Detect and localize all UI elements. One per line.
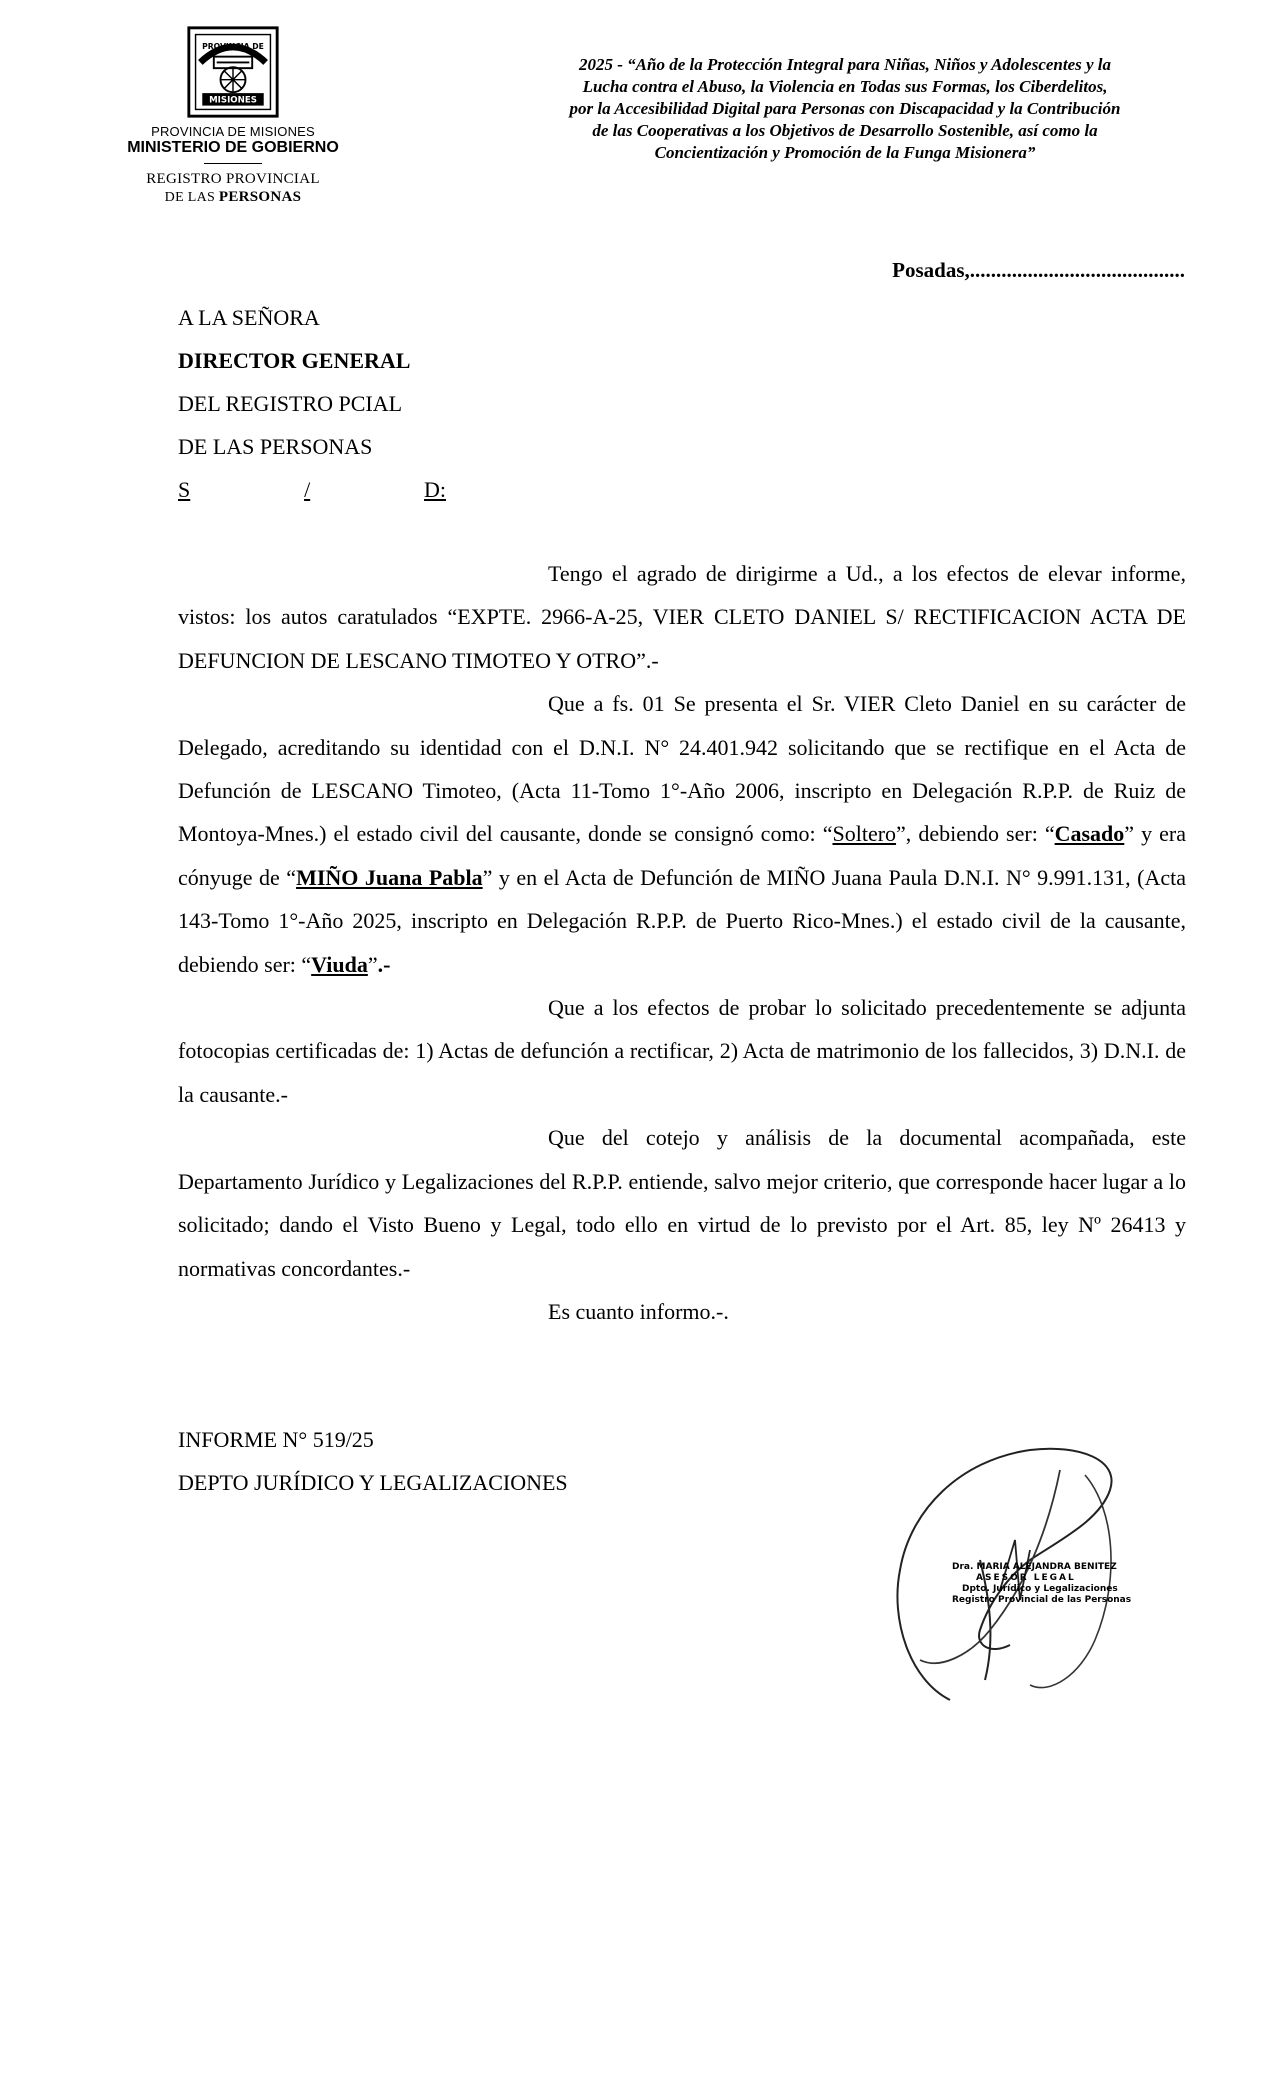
org-divider [204, 163, 262, 164]
org-registry-line2 [108, 188, 358, 207]
report-body [178, 552, 1186, 1333]
org-ministry: MINISTERIO DE GOBIERNO [127, 139, 339, 156]
org-registry-line2b: PERSONAS [218, 189, 302, 205]
year-slogan [485, 54, 1205, 164]
body-paragraph-3: Que a los efectos de probar lo solicitado precedentemente se adjunta fotocopias certificadas de: 1) Actas de defunción a rectificar, 2) Acta de matrimonio de los fallecidos, 3) D.N.I. de la causante.- [178, 995, 1186, 1107]
body-paragraph-1: Tengo el agrado de dirigirme a Ud., a los efectos de elevar informe, vistos: los autos caratulados “EXPTE. 2966-A-25, VIER CLETO DANIEL S/ RECTIFICACION ACTA DE DEFUNCION DE LESCANO TIMOTEO Y OTRO”.- [178, 561, 1186, 673]
su-despacho-line [178, 468, 446, 511]
slogan-line: Concientización y Promoción de la Funga Misionera” [654, 143, 1036, 162]
slogan-line: de las Cooperativas a los Objetivos de Desarrollo Sostenible, así como la [592, 121, 1098, 140]
p2-text-a: Que a fs. 01 Se presenta el Sr. VIER Cleto Daniel en su carácter de Delegado, acreditando su identidad con el D.N.I. N° 24.401.942 solicitando que se rectifique en el Acta de Defunción de LESCANO Timoteo, (Acta 11-Tomo 1°-Año 2006, inscripto en Delegación R.P.P. de Ruiz de Montoya-Mnes.) el estado civil del causante, donde se consignó como: “ [178, 691, 1186, 847]
place-date: Posadas,......................................... [892, 258, 1185, 282]
sd-d: D: [424, 477, 446, 502]
signature-block [880, 1430, 1140, 1720]
p2-text-d: ” y en el Acta de Defunción de MIÑO Juana Paula D.N.I. N° 9.991.131, (Acta 143-Tomo 1°-Año 2025, inscripto en Delegación R.P.P. de Puerto Rico-Mnes.) el estado civil de la causante, debiendo ser: “ [178, 864, 1186, 977]
org-registry-line1: REGISTRO PROVINCIAL [146, 171, 320, 187]
slogan-line: Lucha contra el Abuso, la Violencia en Todas sus Formas, los Ciberdelitos, [582, 77, 1108, 96]
letterhead-logo-block [108, 24, 358, 207]
p2-text-f: .- [377, 951, 391, 977]
stamp-registry: Registro Provincial de las Personas [952, 1595, 1132, 1605]
org-registry-line2a: DE LAS [164, 190, 219, 205]
stamp-name: Dra. MARIA ALEJANDRA BENITEZ [952, 1562, 1117, 1572]
addressee-title: DIRECTOR GENERAL [178, 348, 411, 373]
sd-slash: / [304, 477, 311, 502]
addressee-line4: DE LAS PERSONAS [178, 434, 373, 459]
report-reference [178, 1418, 568, 1504]
seal-text-bottom: MISIONES [209, 95, 257, 106]
stamp-dept: Dpto. Jurídico y Legalizaciones [962, 1584, 1118, 1594]
legal-advisor-stamp [952, 1562, 1142, 1606]
stamp-title: ASESOR LEGAL [976, 1573, 1076, 1583]
p2-text-c: ” y era cónyuge de “ [178, 821, 1187, 890]
p2-casado: Casado [1054, 821, 1125, 847]
slogan-line: 2025 - “Año de la Protección Integral para Niñas, Niños y Adolescentes y la [578, 55, 1112, 74]
addressee-line3: DEL REGISTRO PCIAL [178, 391, 403, 416]
p2-viuda: Viuda [311, 951, 368, 977]
provincial-seal-icon [185, 24, 281, 120]
org-province: PROVINCIA DE MISIONES [151, 124, 315, 139]
p2-text-b: ”, debiendo ser: “ [896, 821, 1055, 847]
report-department: DEPTO JURÍDICO Y LEGALIZACIONES [178, 1470, 568, 1495]
seal-text-top: PROVINCIA DE [202, 41, 264, 51]
report-number: INFORME N° 519/25 [178, 1427, 374, 1452]
p2-soltero: Soltero [832, 821, 897, 847]
slogan-line: por la Accesibilidad Digital para Personas con Discapacidad y la Contribución [569, 99, 1121, 118]
addressee-block [178, 296, 446, 511]
p2-text-e: ” [367, 951, 378, 977]
body-paragraph-2 [178, 682, 1186, 986]
body-paragraph-5: Es cuanto informo.-. [548, 1298, 729, 1324]
sd-s: S [178, 477, 191, 502]
p2-conyuge: MIÑO Juana Pabla [296, 864, 483, 890]
body-paragraph-4: Que del cotejo y análisis de la documental acompañada, este Departamento Jurídico y Legalizaciones del R.P.P. entiende, salvo mejor criterio, que corresponde hacer lugar a lo solicitado; dando el Visto Bueno y Legal, todo ello en virtud de lo previsto por el Art. 85, ley Nº 26413 y normativas concordantes.- [178, 1125, 1186, 1281]
addressee-line1: A LA SEÑORA [178, 305, 320, 330]
